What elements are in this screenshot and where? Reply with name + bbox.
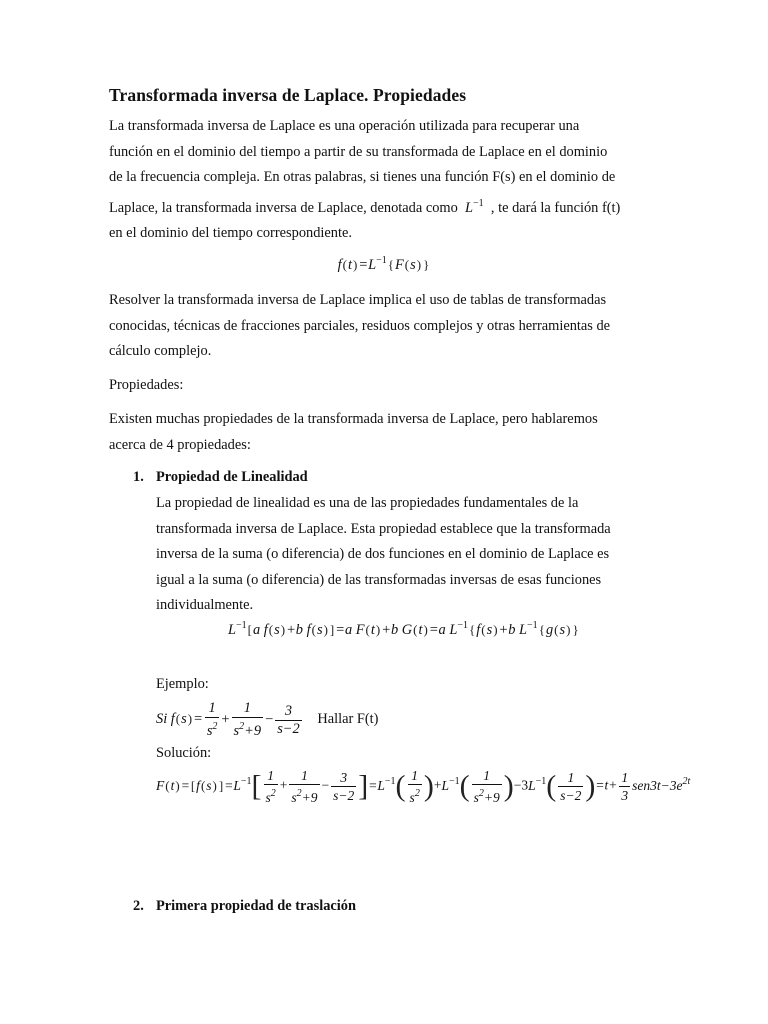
intro-line-5: en el dominio del tiempo correspondiente.: [109, 225, 352, 241]
intro-line-4-start: Laplace, la transformada inversa de Laplace, denotada como: [109, 199, 458, 216]
resolver-paragraph: [109, 288, 658, 365]
item-2-number: 2.: [133, 898, 144, 914]
solucion-equation: F(t)=[f(s) ]$=L^{-1}$[ $\frac{1}{s^2}$ + $\frac{1}{s^2+9}$ − $\frac{3}{s-2}$ ]$=L^{-1}$( $\frac{1}{s^2}$ )$+L^{-1}$( $\frac{1}{s^2+9}$ )$-3L^{-1}$( $\frac{1}{s-2}$ )=t+ $\frac{1}{3}$ $sen3t-3e^{2t}$: [156, 768, 691, 805]
intro-line-4-end: , te dará la función f(t): [490, 199, 621, 216]
existen-paragraph: [109, 407, 658, 458]
resolver-line-2: conocidas, técnicas de fracciones parciales, residuos complejos y otras herramientas de: [109, 317, 611, 334]
existen-line-2: acerca de 4 propiedades:: [109, 436, 251, 453]
item-1-heading: Propiedad de Linealidad: [156, 469, 308, 485]
intro-line-2: función en el dominio del tiempo a partir de su transformada de Laplace en el dominio: [109, 143, 608, 160]
linearity-line-3: inversa de la suma (o diferencia) de dos funciones en el dominio de Laplace es: [156, 546, 610, 562]
linearity-line-4: igual a la suma (o diferencia) de las transformadas inversas de esas funciones: [156, 571, 602, 588]
item-1-number: 1.: [133, 469, 144, 485]
inverse-operator-symbol: $L^{-1}$: [461, 197, 484, 216]
intro-line-1: La transformada inversa de Laplace es una operación utilizada para recuperar una: [109, 118, 580, 134]
existen-line-1: Existen muchas propiedades de la transformada inversa de Laplace, pero hablaremos: [109, 411, 598, 427]
linearity-line-1: La propiedad de linealidad es una de las propiedades fundamentales de la: [156, 495, 579, 511]
intro-paragraph: [109, 114, 658, 247]
linearity-line-5: individualmente.: [156, 597, 254, 613]
linearity-equation: $L^{-1}[a$ f(s)+b f(s) ]=a F(t)+b G(t)=a $L^{-1}\{f(s)+b$ $L^{-1}\{g(s)$ }: [228, 620, 579, 638]
propiedades-label: Propiedades:: [109, 377, 184, 393]
ejemplo-label: Ejemplo:: [156, 676, 209, 692]
solucion-label: Solución:: [156, 745, 212, 761]
intro-line-4: [109, 191, 658, 222]
hallar-text: Hallar F(t): [317, 711, 379, 728]
main-equation: $f(t)=L^{-1}\{F(s)$ }: [337, 255, 430, 273]
ejemplo-equation: Si f(s)= $\frac{1}{s^2}$ + $\frac{1}{s^2+9}$ − $\frac{3}{s-2}$ Hallar F(t): [156, 700, 379, 739]
page-title: Transformada inversa de Laplace. Propiedades: [109, 85, 467, 105]
resolver-line-3: cálculo complejo.: [109, 343, 212, 359]
item-2-heading: Primera propiedad de traslación: [156, 898, 356, 914]
resolver-line-1: Resolver la transformada inversa de Laplace implica el uso de tablas de transformadas: [109, 292, 607, 308]
intro-line-3: de la frecuencia compleja. En otras palabras, si tienes una función F(s) en el dominio de: [109, 169, 616, 185]
linearity-line-2: transformada inversa de Laplace. Esta propiedad establece que la transformada: [156, 520, 611, 537]
linearity-paragraph: [156, 491, 658, 619]
